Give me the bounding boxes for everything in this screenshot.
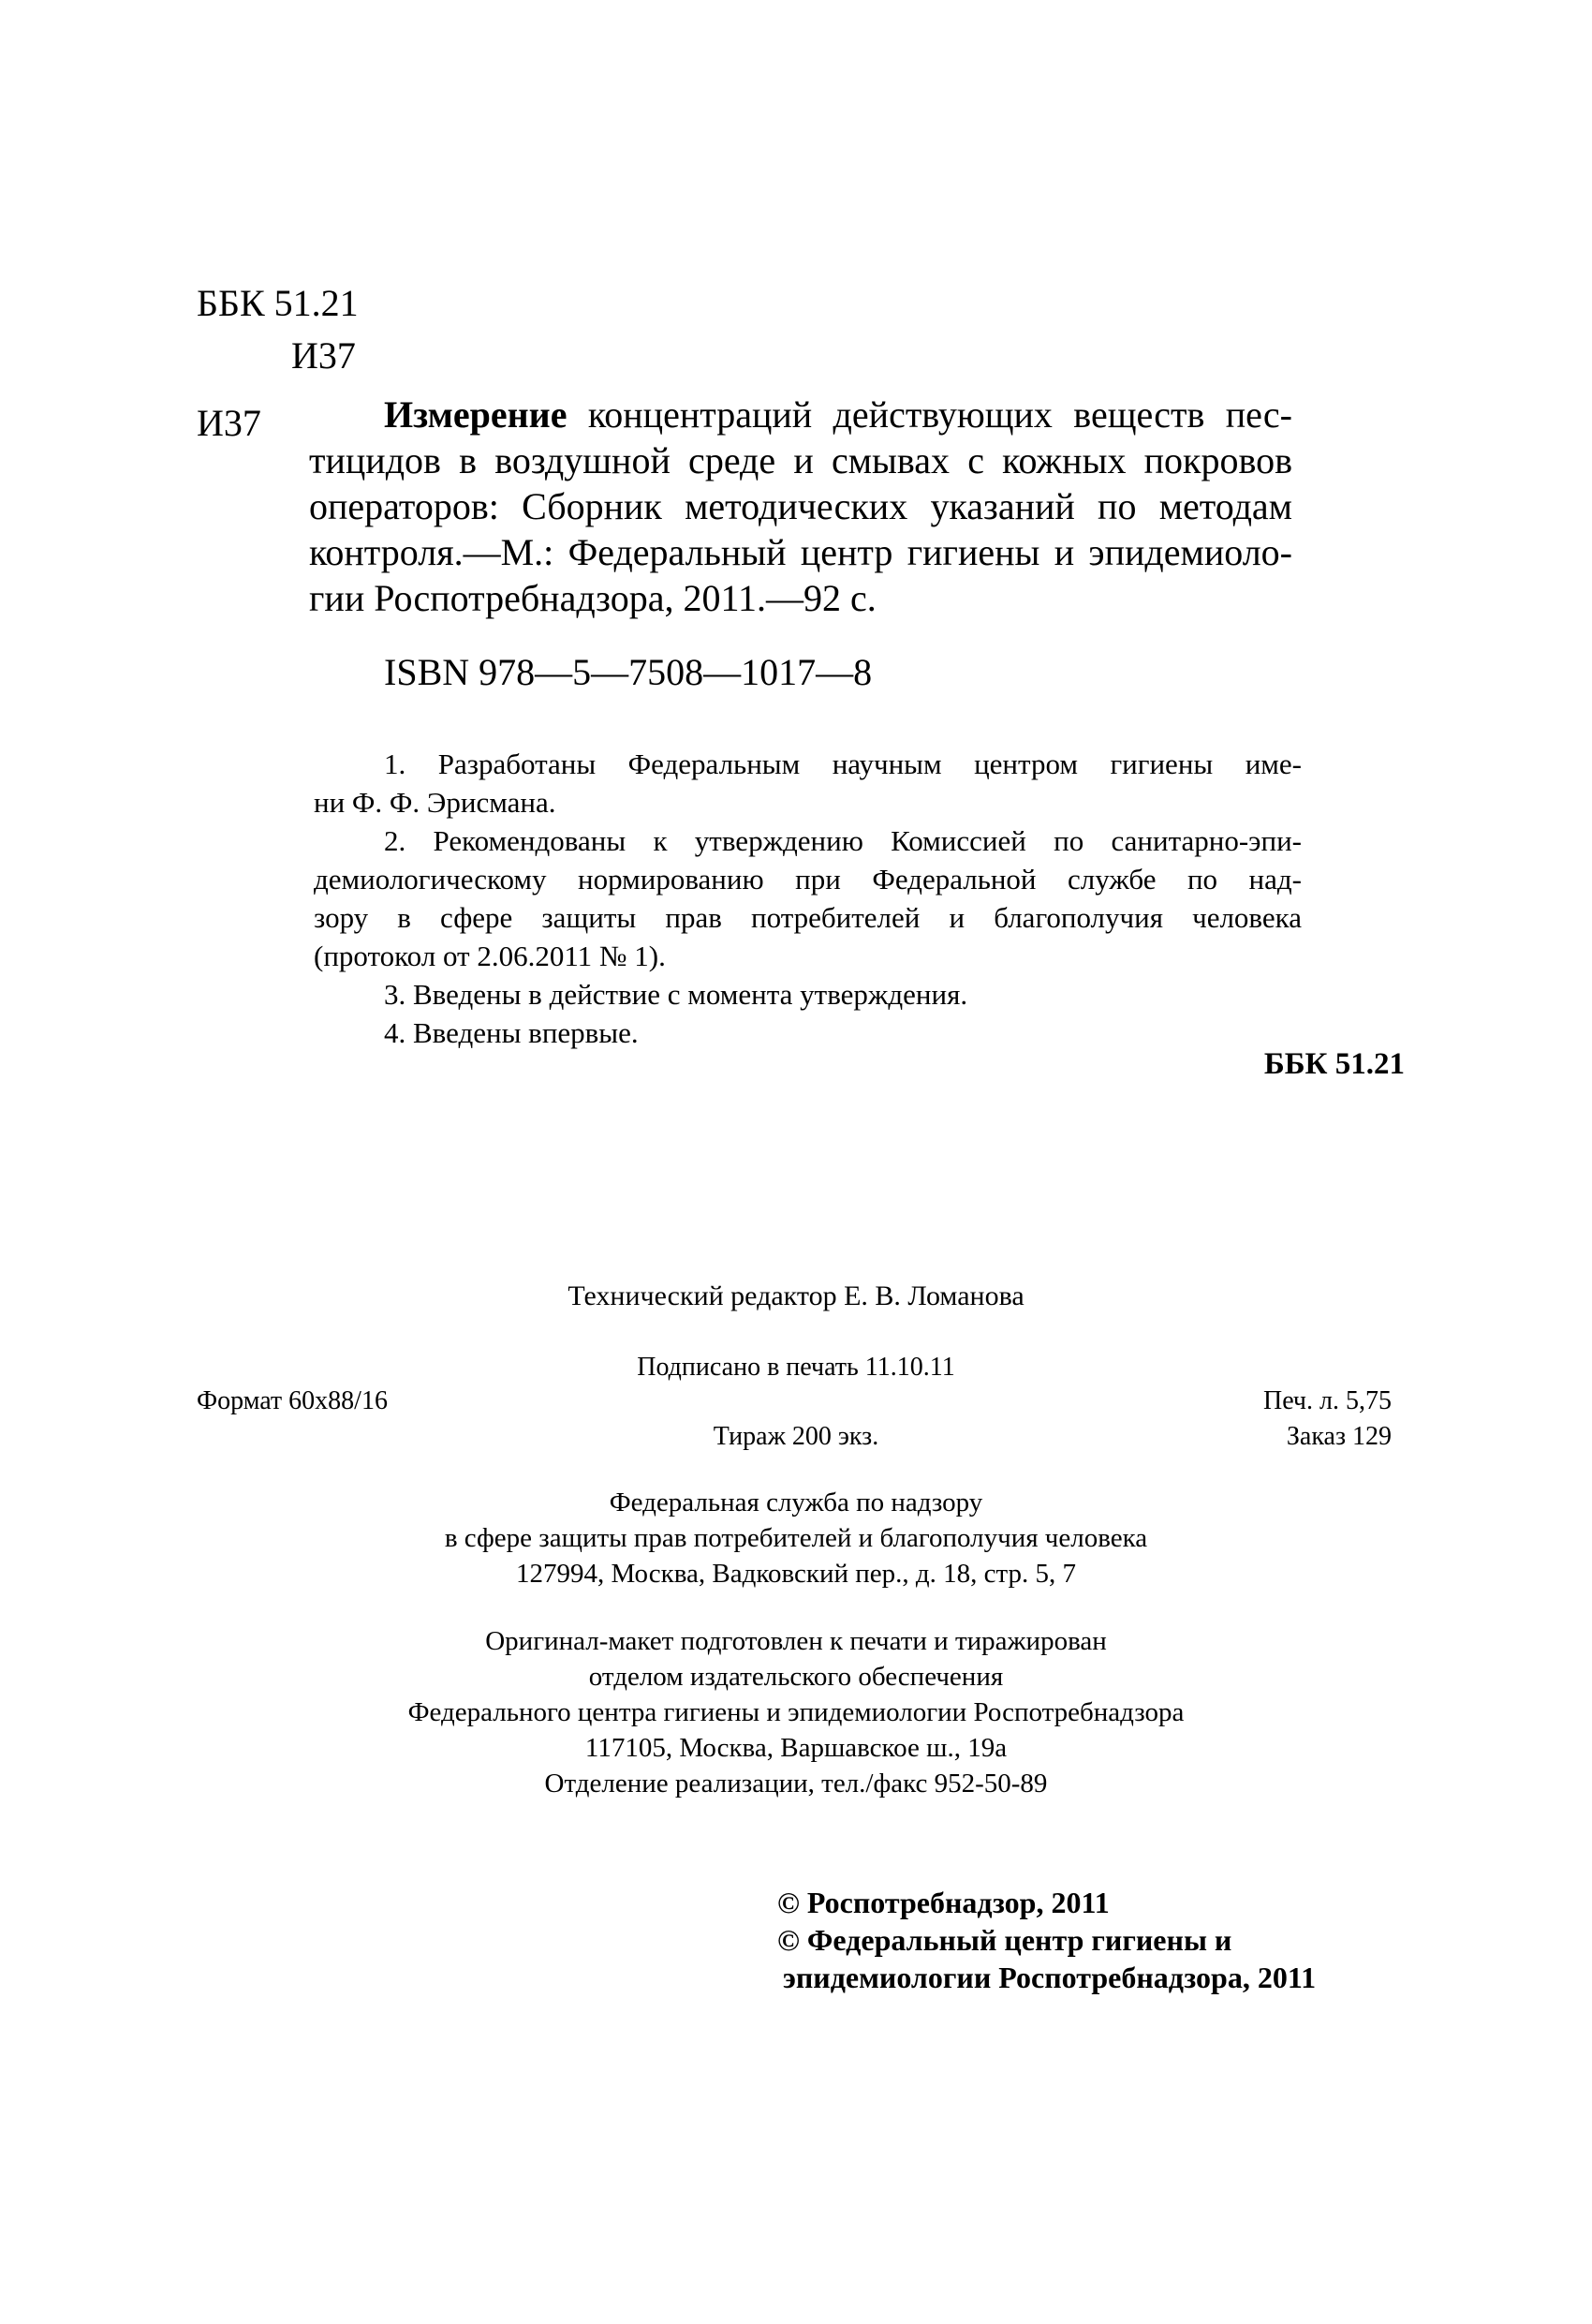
- original-line: Отделение реализации, тел./факс 952-50-89: [544, 1769, 1048, 1799]
- bib-line: [309, 392, 1292, 437]
- note-line: ни Ф. Ф. Эрисмана.: [314, 786, 556, 819]
- author-mark: И37: [291, 334, 356, 377]
- circulation: Тираж 200 экз.: [713, 1422, 879, 1451]
- notes: [314, 745, 1302, 1052]
- paper-format: Формат 60x88/16: [197, 1386, 388, 1415]
- publisher-line: Федеральная служба по надзору: [609, 1488, 983, 1517]
- note-line: демиологическому нормированию при Федеральной службе по над-: [314, 863, 1302, 896]
- bib-line-text: концентраций действующих веществ пес-: [567, 393, 1292, 436]
- bbk-code: ББК 51.21: [197, 282, 359, 324]
- note-line: (протокол от 2.06.2011 № 1).: [314, 940, 666, 972]
- copyright-block: [777, 1884, 1316, 1996]
- isbn: ISBN 978—5—7508—1017—8: [384, 651, 873, 693]
- order-number: Заказ 129: [1286, 1422, 1392, 1451]
- original-line: 117105, Москва, Варшавское ш., 19а: [584, 1733, 1008, 1763]
- publisher-line: в сфере защиты прав потребителей и благополучия человека: [444, 1523, 1148, 1553]
- note-line: 4. Введены впервые.: [384, 1016, 639, 1049]
- bbk-footer: ББК 51.21: [1263, 1047, 1405, 1081]
- bib-line: гии Роспотребнадзора, 2011.—92 с.: [309, 577, 877, 619]
- title-word: Измерение: [384, 393, 568, 436]
- signed-to-print: Подписано в печать 11.10.11: [637, 1353, 955, 1382]
- copyright-line: эпидемиологии Роспотребнадзора, 2011: [783, 1961, 1317, 1994]
- bib-line: контроля.—М.: Федеральный центр гигиены и эпидемиоло-: [309, 531, 1292, 573]
- original-line: Оригинал-макет подготовлен к печати и тиражирован: [485, 1626, 1107, 1656]
- note-line: 1. Разработаны Федеральным научным центром гигиены име-: [384, 748, 1302, 780]
- bib-line: операторов: Сборник методических указаний по методам: [309, 485, 1292, 527]
- publisher-line: 127994, Москва, Вадковский пер., д. 18, стр. 5, 7: [515, 1559, 1077, 1589]
- note-line: 3. Введены в действие с момента утверждения.: [384, 978, 968, 1011]
- bib-line: тицидов в воздушной среде и смывах с кожных покровов: [309, 439, 1292, 481]
- original-layout-block: [0, 1623, 1592, 1801]
- note-line: зору в сфере защиты прав потребителей и благополучия человека: [314, 901, 1302, 934]
- bibliography-mark: И37: [197, 402, 261, 444]
- original-line: отделом издательского обеспечения: [588, 1662, 1004, 1692]
- tech-editor: Технический редактор Е. В. Ломанова: [568, 1280, 1024, 1311]
- copyright-line: © Федеральный центр гигиены и: [777, 1923, 1232, 1957]
- print-sheets: Печ. л. 5,75: [1262, 1386, 1392, 1415]
- note-line: 2. Рекомендованы к утверждению Комиссией по санитарно-эпи-: [384, 824, 1302, 857]
- publisher-block: [0, 1485, 1592, 1591]
- bibliographic-description: [309, 392, 1292, 621]
- copyright-line: © Роспотребнадзор, 2011: [777, 1886, 1110, 1919]
- original-line: Федерального центра гигиены и эпидемиологии Роспотребнадзора: [407, 1697, 1185, 1727]
